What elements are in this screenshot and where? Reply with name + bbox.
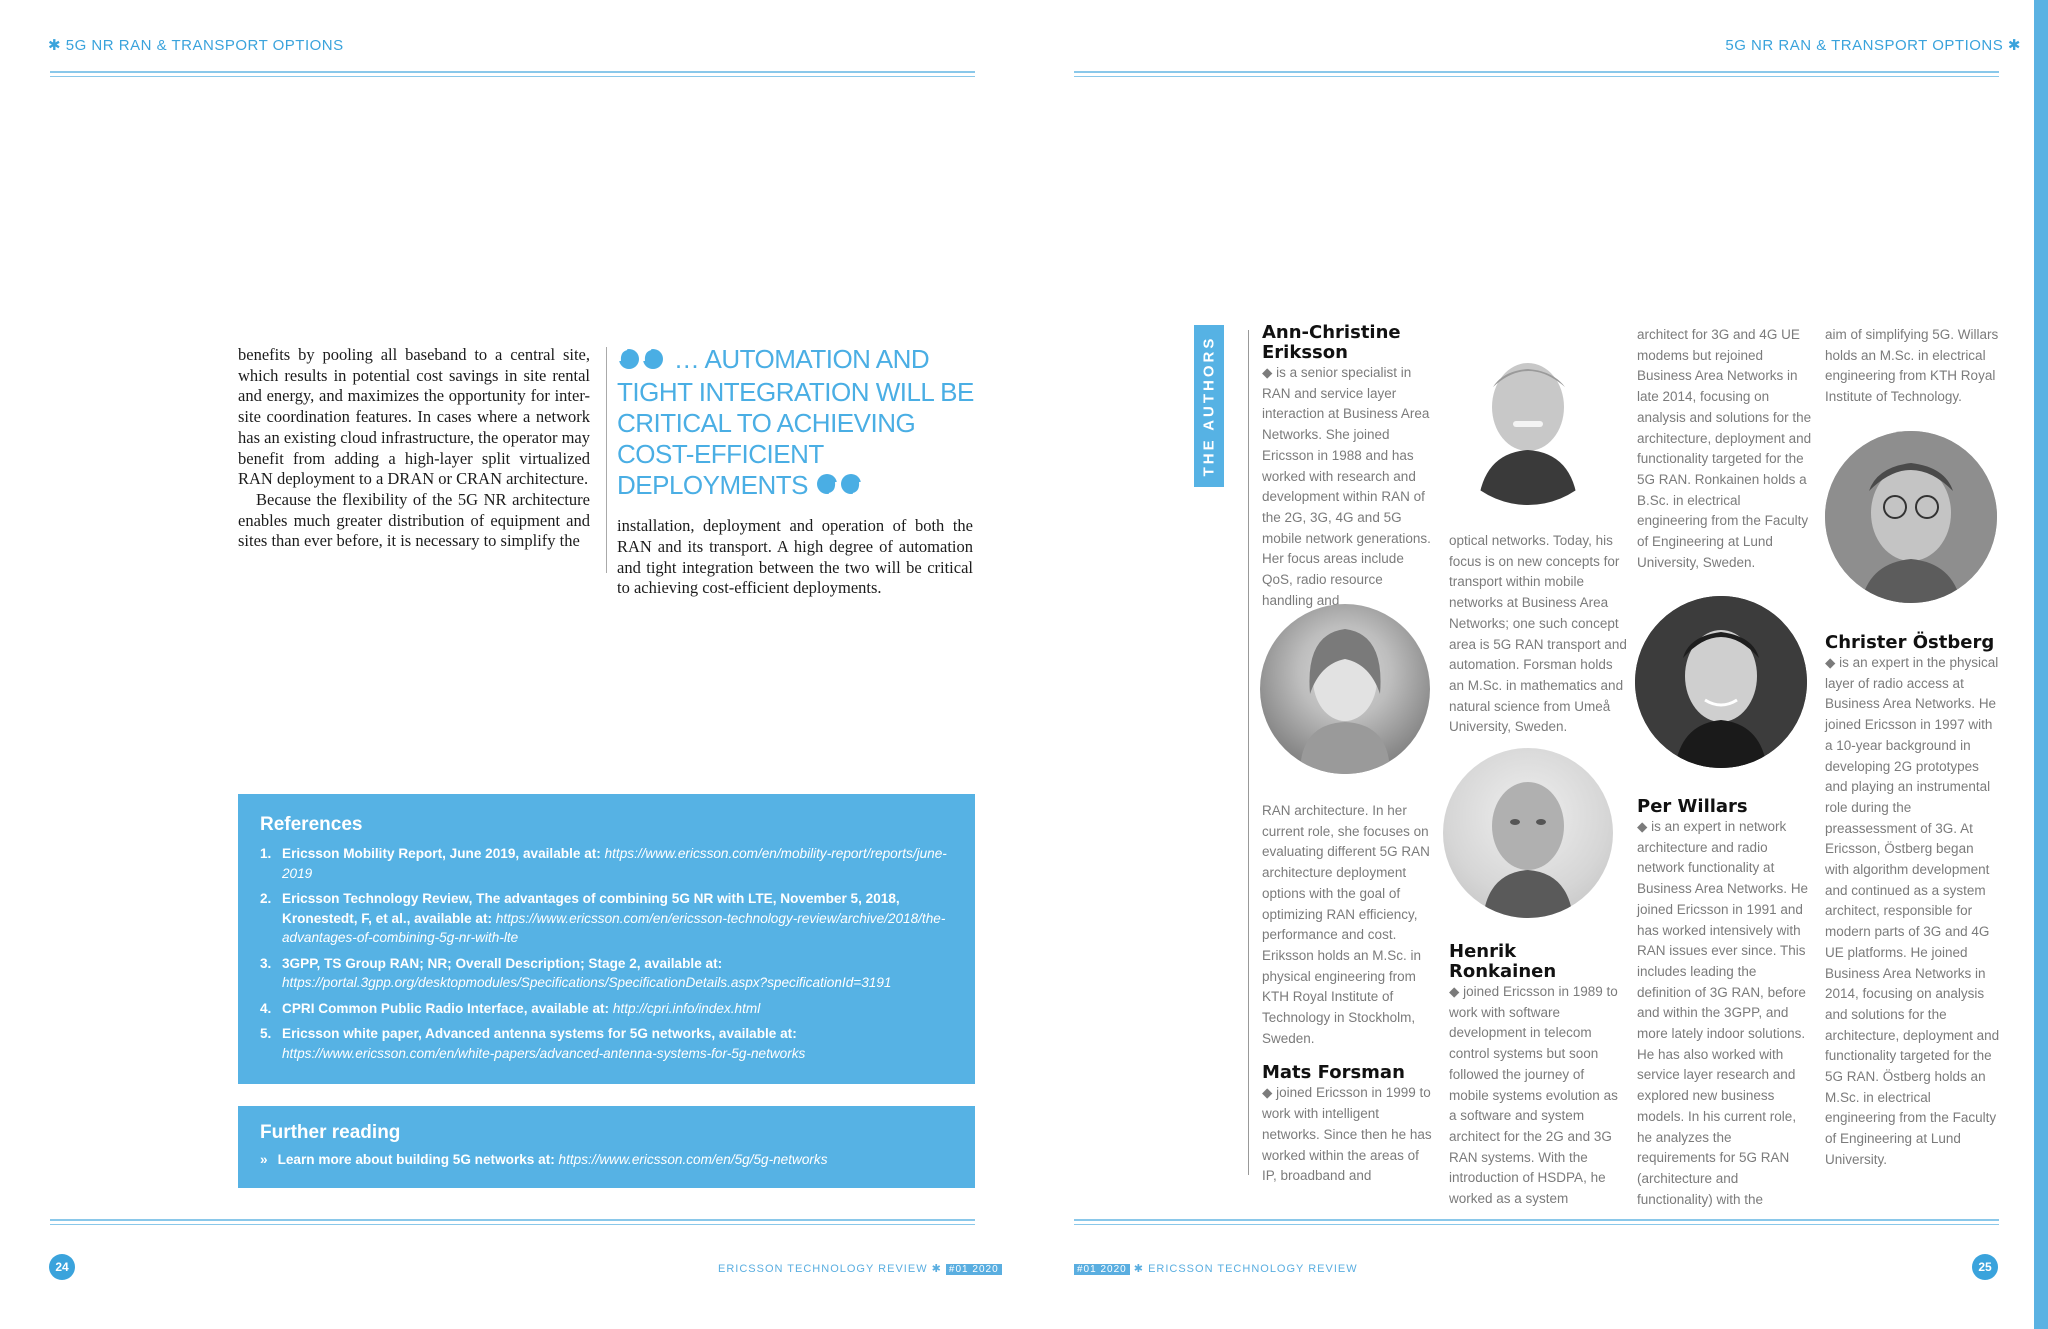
body-column-2: installation, deployment and operation of both the RAN and its transport. A high degree of automation and tight integration between the two will be critical to achieving cost-efficient deployments.	[617, 516, 973, 598]
body-paragraph-1: benefits by pooling all baseband to a central site, which results in potential cost savings in site rental and energy, and maximizes the opportunity for inter-site coordination features. In cases where a network has an existing cloud infrastructure, the operator may benefit from adding a high-layer split virtualized RAN deployment to a DRAN or CRAN architecture.	[238, 345, 590, 489]
author-column-4	[1825, 325, 2001, 408]
author-bio: ◆ is an expert in the physical layer of radio access at Business Area Networks. He joined Ericsson in 1997 with a 10-year background in developing 2G prototypes and playing an instrumental role during the preassessment of 3G. At Ericsson, Östberg began with algorithm development and continued as a system architect, responsible for modern parts of 3G and 4G UE platforms. He joined Business Area Networks in 2014, focusing on analysis and solutions for the architecture, deployment and functionality targeted for the 5G RAN. Östberg holds an M.Sc. in electrical engineering from the Faculty of Engineering at Lund University.	[1825, 655, 2000, 1167]
asterisk-icon: ✱	[1133, 1263, 1144, 1275]
authors-divider	[1248, 330, 1249, 1175]
author-bio-continued: aim of simplifying 5G. Willars holds an M.Sc. in electrical engineering from KTH Royal Institute of Technology.	[1825, 327, 1999, 405]
diamond-icon: ◆	[1449, 984, 1460, 999]
running-header-right	[1725, 36, 2021, 54]
further-reading-heading: Further reading	[260, 1122, 401, 1143]
author-name: Mats Forsman	[1262, 1062, 1405, 1084]
author-photo	[1825, 431, 1997, 603]
references-heading: References	[260, 814, 363, 835]
diamond-icon: ◆	[1825, 655, 1836, 670]
references-list	[260, 844, 953, 1063]
author-name: Christer Östberg	[1825, 632, 1995, 653]
running-header-text: 5G NR RAN & TRANSPORT OPTIONS	[1725, 37, 2004, 54]
asterisk-icon: ✱	[48, 37, 62, 54]
footer-rule-left	[50, 1219, 975, 1225]
header-rule-right	[1074, 71, 1999, 77]
footer-left	[718, 1262, 1002, 1275]
reference-link[interactable]: https://www.ericsson.com/en/mobility-report/reports/june-2019	[282, 846, 947, 881]
issue-badge: #01 2020	[946, 1264, 1002, 1275]
author-bio: ◆ joined Ericsson in 1999 to work with intelligent networks. Since then he has worked within the areas of IP, broadband and	[1262, 1085, 1432, 1184]
references-box	[238, 794, 975, 1084]
author-column-3b	[1637, 797, 1813, 1210]
running-header-left	[48, 36, 344, 54]
column-divider	[606, 347, 607, 573]
author-bio-continued: architect for 3G and 4G UE modems but rejoined Business Area Networks in late 2014, focusing on analysis and solutions for the architecture, deployment and functionality targeted for the 5G RAN. Ronkainen holds a B.Sc. in electrical engineering from the Faculty of Engineering at Lund University, Sweden.	[1637, 327, 1812, 570]
author-column-2	[1449, 531, 1627, 738]
further-reading-item: » Learn more about building 5G networks at: https://www.ericsson.com/en/5g/5g-networks	[260, 1152, 828, 1167]
page-edge-bar	[2034, 0, 2048, 1329]
header-rule-left	[50, 71, 975, 77]
diamond-icon: ◆	[1637, 819, 1648, 834]
author-column-3	[1637, 325, 1813, 573]
reference-item: 3. 3GPP, TS Group RAN; NR; Overall Description; Stage 2, available at: https://portal.3gpp.org/desktopmodules/Specifications/SpecificationDetails.aspx?specificationId=3191	[260, 955, 892, 990]
author-bio: ◆ joined Ericsson in 1989 to work with software development in telecom control systems but soon followed the journey of mobile systems evolution as a software and system architect for the 2G and 3G RAN systems. With the introduction of HSDPA, he worked as a system	[1449, 984, 1618, 1207]
author-bio: ◆ is a senior specialist in RAN and service layer interaction at Business Area Networks. She joined Ericsson in 1988 and has worked with research and development within RAN of the 2G, 3G, 4G and 5G mobile network generations. Her focus areas include QoS, radio resource handling and	[1262, 365, 1431, 608]
reference-link[interactable]: https://www.ericsson.com/en/white-papers/advanced-antenna-systems-for-5g-networks	[282, 1045, 806, 1061]
further-reading-link[interactable]: https://www.ericsson.com/en/5g/5g-networks	[558, 1152, 828, 1167]
reference-item: 5. Ericsson white paper, Advanced antenna systems for 5G networks, available at: https://www.ericsson.com/en/white-papers/advanced-antenna-systems-for-5g-networks	[260, 1026, 806, 1061]
pull-quote-text: … AUTOMATION AND TIGHT INTEGRATION WILL BE CRITICAL TO ACHIEVING COST-EFFICIENT DEPLOYMENTS	[617, 344, 974, 500]
footer-rule-right	[1074, 1219, 1999, 1225]
diamond-icon: ◆	[1262, 365, 1273, 380]
issue-badge: #01 2020	[1074, 1264, 1130, 1275]
reference-item: 2. Ericsson Technology Review, The advantages of combining 5G NR with LTE, November 5, 2018, Kronestedt, F, et al., available at: https://www.ericsson.com/en/ericsson-technology-review/archive/2018/the-advantages-of-combining-5g-nr-with-lte	[260, 891, 946, 945]
authors-tab	[1194, 325, 1224, 487]
author-bio-continued: RAN architecture. In her current role, she focuses on evaluating different 5G RAN architecture deployment options with the goal of optimizing RAN efficiency, performance and cost. Eriksson holds an M.Sc. in physical engineering from KTH Royal Institute of Technology in Stockholm, Sweden.	[1262, 803, 1430, 1046]
diamond-icon: ◆	[1262, 1085, 1273, 1101]
pull-quote-block	[617, 344, 982, 599]
author-photo	[1260, 604, 1430, 774]
author-column-1b	[1262, 801, 1434, 1187]
author-name: Henrik Ronkainen	[1449, 941, 1557, 982]
footer-title: ERICSSON TECHNOLOGY REVIEW	[718, 1263, 928, 1275]
reference-item: 4. CPRI Common Public Radio Interface, available at: http://cpri.info/index.html	[260, 1000, 761, 1016]
author-name: Per Willars	[1637, 796, 1748, 817]
author-name: Ann-Christine Eriksson	[1262, 322, 1401, 363]
author-bio: ◆ is an expert in network architecture and radio network functionality at Business Area Networks. He joined Ericsson in 1991 and has worked intensively with RAN issues ever since. This includes leading the definition of 3G RAN, before and within the 3GPP, and more lately indoor solutions. He has also worked with service layer research and explored new business models. In his current role, he analyzes the requirements for 5G RAN (architecture and functionality) with the	[1637, 819, 1809, 1207]
running-header-text: 5G NR RAN & TRANSPORT OPTIONS	[65, 37, 344, 54]
body-column-1	[238, 345, 590, 552]
author-bio-continued: optical networks. Today, his focus is on new concepts for transport within mobile networks at Business Area Networks; one such concept area is 5G RAN transport and automation. Forsman holds an M.Sc. in mathematics and natural science from Umeå University, Sweden.	[1449, 533, 1627, 735]
author-photo	[1443, 335, 1613, 505]
close-quote-icon	[815, 471, 865, 502]
author-column-4b	[1825, 633, 2001, 1171]
further-reading-box	[238, 1106, 975, 1188]
author-photo	[1443, 748, 1613, 918]
body-paragraph-2: Because the flexibility of the 5G NR architecture enables much greater distribution of equipment and sites than ever before, it is necessary to simplify the	[238, 489, 590, 551]
asterisk-icon: ✱	[2007, 37, 2021, 54]
open-quote-icon	[617, 346, 667, 377]
reference-link[interactable]: http://cpri.info/index.html	[612, 1000, 761, 1016]
footer-right	[1074, 1262, 1358, 1275]
page-number-left: 24	[49, 1254, 75, 1280]
author-column-1	[1262, 323, 1434, 611]
reference-link[interactable]: https://www.ericsson.com/en/ericsson-technology-review/archive/2018/the-advantages-of-combining-5g-nr-with-lte	[282, 910, 946, 945]
authors-tab-label: THE AUTHORS	[1200, 335, 1218, 477]
asterisk-icon: ✱	[931, 1263, 942, 1275]
reference-item: 1. Ericsson Mobility Report, June 2019, available at: https://www.ericsson.com/en/mobility-report/reports/june-2019	[260, 846, 947, 881]
page-number-right: 25	[1972, 1254, 1998, 1280]
pull-quote	[617, 344, 982, 502]
reference-link[interactable]: https://portal.3gpp.org/desktopmodules/Specifications/SpecificationDetails.aspx?specificationId=3191	[282, 975, 892, 990]
author-photo	[1635, 596, 1807, 768]
footer-title: ERICSSON TECHNOLOGY REVIEW	[1148, 1263, 1358, 1275]
author-column-2b	[1449, 942, 1627, 1210]
bullet-icon: »	[260, 1152, 268, 1167]
